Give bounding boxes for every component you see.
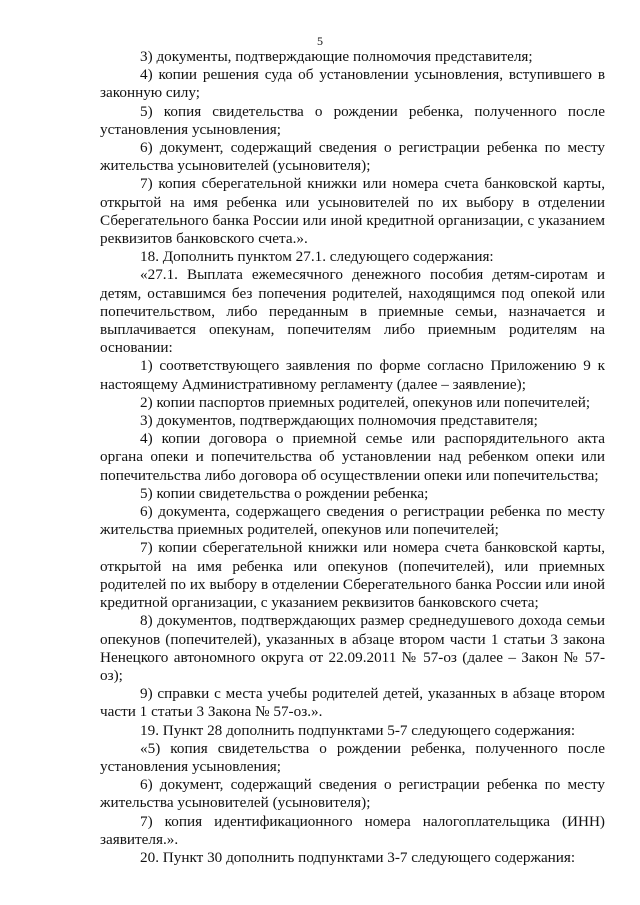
paragraph: 18. Дополнить пунктом 27.1. следующего содержания: <box>140 248 494 266</box>
paragraph: 1) соответствующего заявления по форме согласно Приложению 9 к настоящему Административному регламенту (далее – заявление); <box>100 357 605 393</box>
paragraph: 7) копии сберегательной книжки или номера счета банковской карты, открытой на имя ребенка или опекунов (попечителей), или приемных родителей по их выбору в отделении Сберегательного банка России или иной кредитной организации, с указанием реквизитов банковского счета; <box>100 539 605 612</box>
page-number: 5 <box>317 34 323 48</box>
paragraph: 6) документа, содержащего сведения о регистрации ребенка по месту жительства приемных родителей, опекунов или попечителей; <box>100 503 605 539</box>
paragraph: 2) копии паспортов приемных родителей, опекунов или попечителей; <box>140 393 591 411</box>
paragraph: 8) документов, подтверждающих размер среднедушевого дохода семьи опекунов (попечителей), указанных в абзаце втором части 1 статьи 3 закона Ненецкого автономного округа от 22.09.2011 № 57-оз (далее – Закон № 57-оз); <box>100 612 605 684</box>
paragraph: 6) документ, содержащий сведения о регистрации ребенка по месту жительства усыновителей (усыновителя); <box>100 776 605 812</box>
paragraph: 7) копия идентификационного номера налогоплательщика (ИНН) заявителя.». <box>100 812 605 848</box>
paragraph: 9) справки с места учебы родителей детей, указанных в абзаце втором части 1 статьи 3 Закона № 57-оз.». <box>100 685 605 721</box>
paragraph: 20. Пункт 30 дополнить подпунктами 3-7 следующего содержания: <box>140 848 576 866</box>
paragraph: «5) копия свидетельства о рождении ребенка, полученного после установления усыновления; <box>100 739 605 775</box>
paragraph: 3) документов, подтверждающих полномочия представителя; <box>140 412 538 430</box>
paragraph: 3) документы, подтверждающие полномочия представителя; <box>140 48 533 65</box>
document-body <box>100 48 605 867</box>
paragraph: 4) копии договора о приемной семье или распорядительного акта органа опеки и попечительства об установлении над ребенком опеки или попечительства либо договора об осуществлении опеки или попечительства; <box>100 430 605 484</box>
paragraph: 4) копии решения суда об установлении усыновления, вступившего в законную силу; <box>100 66 605 102</box>
paragraph: «27.1. Выплата ежемесячного денежного пособия детям-сиротам и детям, оставшимся без попечения родителей, находящимся под опекой или попечительством, либо переданным в приемные семьи, назначается и выплачивается опекунам, попечителям либо приемным родителям на основании: <box>100 266 605 357</box>
paragraph: 6) документ, содержащий сведения о регистрации ребенка по месту жительства усыновителей (усыновителя); <box>100 139 605 175</box>
paragraph: 7) копия сберегательной книжки или номера счета банковской карты, открытой на имя ребенка или усыновителей по их выбору в отделении Сберегательного банка России или иной кредитной организации, с указанием реквизитов банковского счета.». <box>100 175 605 248</box>
paragraph: 5) копии свидетельства о рождении ребенка; <box>140 484 429 502</box>
paragraph: 19. Пункт 28 дополнить подпунктами 5-7 следующего содержания: <box>140 721 576 739</box>
paragraph: 5) копия свидетельства о рождении ребенка, полученного после установления усыновления; <box>100 102 605 138</box>
